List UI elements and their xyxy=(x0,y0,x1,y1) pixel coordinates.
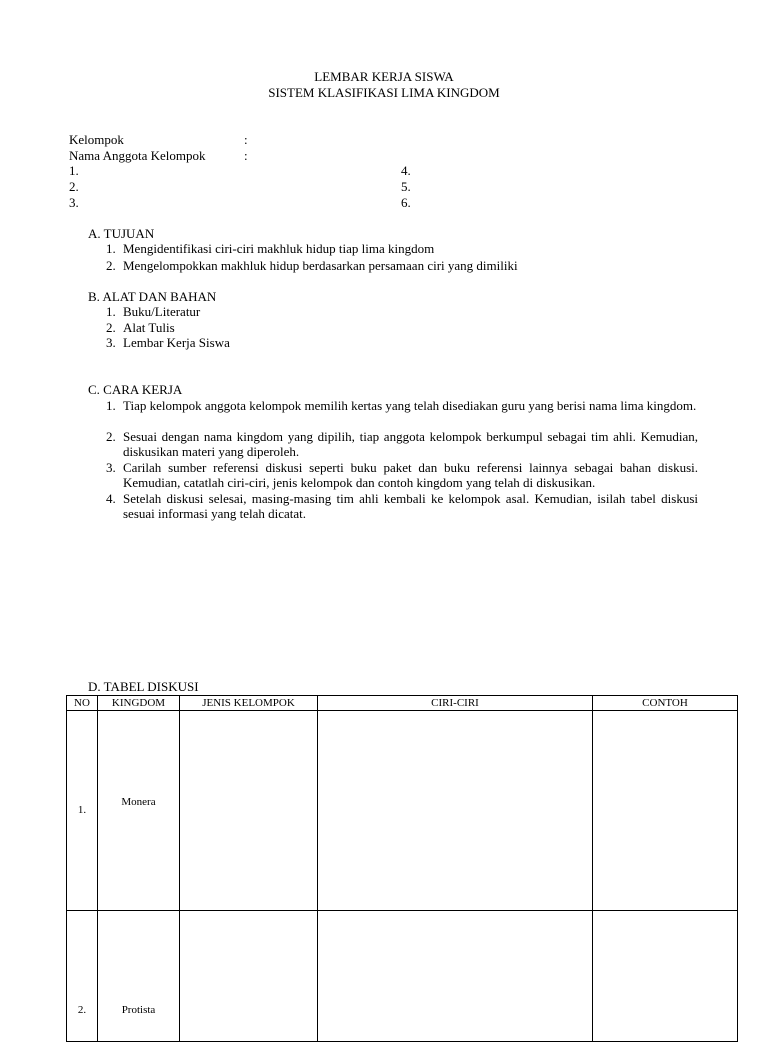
table-row xyxy=(67,711,738,911)
list-item xyxy=(106,258,698,273)
discussion-table-wrapper xyxy=(66,695,737,1042)
row-jenis-cell[interactable] xyxy=(180,711,318,911)
row-contoh-cell[interactable] xyxy=(593,711,738,911)
list-number: 3. xyxy=(106,460,116,475)
list-item xyxy=(106,398,698,428)
list-item xyxy=(106,304,698,319)
list-item xyxy=(106,460,698,490)
section-tabel-title: D. TABEL DISKUSI xyxy=(88,679,199,694)
row-contoh-cell[interactable] xyxy=(593,911,738,1042)
kelompok-colon: : xyxy=(244,132,248,147)
list-text: Alat Tulis xyxy=(123,320,175,335)
row-number: 2. xyxy=(77,1004,87,1016)
list-number: 4. xyxy=(106,491,116,506)
row-kingdom: Monera xyxy=(121,796,156,808)
list-number: 3. xyxy=(106,335,116,350)
discussion-table xyxy=(66,695,738,1042)
list-number: 2. xyxy=(106,258,116,273)
header-no: NO xyxy=(67,696,98,711)
member-4: 4. xyxy=(401,163,411,178)
list-number: 1. xyxy=(106,304,116,319)
row-ciri-cell[interactable] xyxy=(318,911,593,1042)
list-number: 1. xyxy=(106,241,116,256)
section-alat-title: B. ALAT DAN BAHAN xyxy=(88,289,217,304)
list-text: Mengidentifikasi ciri-ciri makhluk hidup tiap lima kingdom xyxy=(123,241,435,256)
header-jenis-kelompok: JENIS KELOMPOK xyxy=(180,696,318,711)
list-text: Tiap kelompok anggota kelompok memilih kertas yang telah disediakan guru yang berisi nama lima kingdom. xyxy=(123,398,697,413)
section-cara-kerja-title: C. CARA KERJA xyxy=(88,382,183,397)
list-item xyxy=(106,335,698,350)
list-item xyxy=(106,241,698,256)
list-item xyxy=(106,491,698,521)
member-3: 3. xyxy=(69,195,79,210)
list-text: Setelah diskusi selesai, masing-masing tim ahli kembali ke kelompok asal. Kemudian, isilah tabel diskusi sesuai informasi yang telah dicatat. xyxy=(123,491,698,521)
row-ciri-cell[interactable] xyxy=(318,711,593,911)
row-no-cell xyxy=(67,911,98,1042)
list-number: 2. xyxy=(106,429,116,444)
worksheet-title: LEMBAR KERJA SISWA xyxy=(314,69,454,84)
member-2: 2. xyxy=(69,179,79,194)
row-no-cell xyxy=(67,711,98,911)
member-5: 5. xyxy=(401,179,411,194)
list-text: Buku/Literatur xyxy=(123,304,201,319)
member-6: 6. xyxy=(401,195,411,210)
list-number: 1. xyxy=(106,398,116,413)
section-tujuan-title: A. TUJUAN xyxy=(88,226,155,241)
header-contoh: CONTOH xyxy=(593,696,738,711)
nama-anggota-colon: : xyxy=(244,148,248,163)
header-kingdom: KINGDOM xyxy=(98,696,180,711)
worksheet-subtitle: SISTEM KLASIFIKASI LIMA KINGDOM xyxy=(268,85,500,100)
row-kingdom-cell xyxy=(98,911,180,1042)
row-kingdom-cell xyxy=(98,711,180,911)
list-item xyxy=(106,429,698,459)
nama-anggota-label: Nama Anggota Kelompok xyxy=(69,148,206,163)
list-text: Mengelompokkan makhluk hidup berdasarkan persamaan ciri yang dimiliki xyxy=(123,258,518,273)
list-text: Carilah sumber referensi diskusi seperti buku paket dan buku referensi lainnya sebagai bahan diskusi. Kemudian, catatlah ciri-ciri, jenis kelompok dan contoh kingdom yang telah di diskusikan. xyxy=(123,460,698,490)
row-jenis-cell[interactable] xyxy=(180,911,318,1042)
list-item xyxy=(106,320,698,335)
table-header-row xyxy=(67,696,738,711)
kelompok-label: Kelompok xyxy=(69,132,124,147)
list-number: 2. xyxy=(106,320,116,335)
table-row xyxy=(67,911,738,1042)
row-number: 1. xyxy=(77,804,87,816)
row-kingdom: Protista xyxy=(121,1004,156,1016)
list-text: Sesuai dengan nama kingdom yang dipilih, tiap anggota kelompok berkumpul sebagai tim ahli. Kemudian, diskusikan materi yang diperoleh. xyxy=(123,429,698,459)
member-1: 1. xyxy=(69,163,79,178)
list-text: Lembar Kerja Siswa xyxy=(123,335,230,350)
header-ciri-ciri: CIRI-CIRI xyxy=(318,696,593,711)
